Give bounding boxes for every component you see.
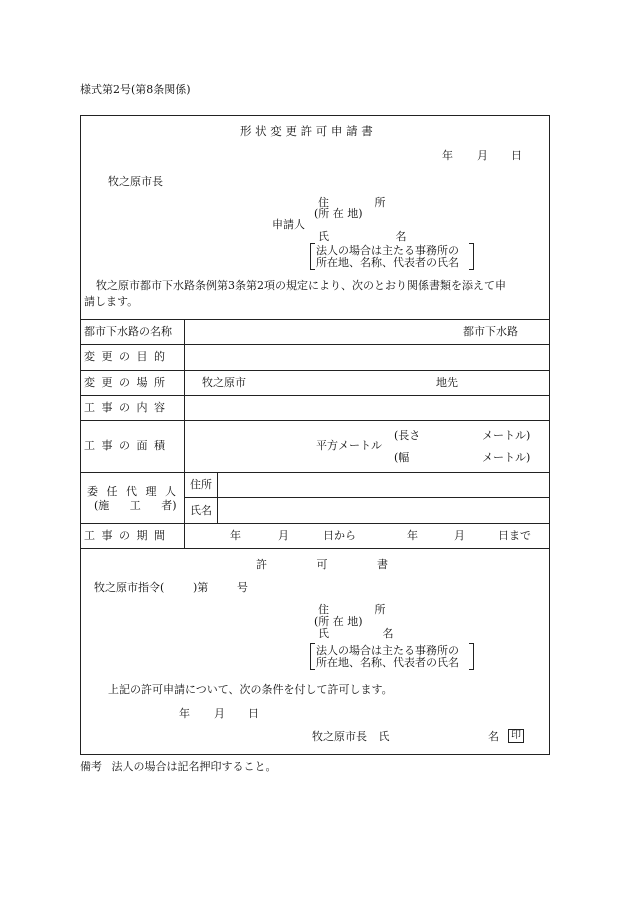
application-body-line-1: 牧之原市都市下水路条例第3条第2項の規定により、次のとおり関係書類を添えて申 [96, 279, 506, 292]
permit-mayor: 牧之原市長 氏 [312, 730, 390, 743]
addressee: 牧之原市長 [108, 175, 163, 188]
period-end-month: 月 [454, 529, 465, 542]
period-until: 日まで [498, 529, 531, 542]
row-label-drain-name: 都市下水路の名称 [84, 325, 172, 338]
table-agent-divider [217, 472, 218, 523]
permit-name-label: 氏 名 [318, 627, 394, 640]
place-city: 牧之原市 [202, 376, 246, 389]
permit-date-day: 日 [248, 707, 259, 720]
applicant-corp-note-2: 所在地、名称、代表者の氏名 [316, 256, 459, 269]
permit-address-label: 住 所 [318, 603, 386, 616]
permit-date-year: 年 [179, 707, 190, 720]
row-label-place: 変 更 の 場 所 [84, 376, 165, 389]
row-label-period: 工 事 の 期 間 [84, 529, 165, 542]
area-width-open: (幅 [394, 451, 410, 464]
applicant-label: 申請人 [272, 218, 305, 231]
permit-corp-bracket-right [469, 643, 474, 670]
table-line-6 [80, 523, 550, 524]
table-line-bottom [80, 548, 550, 549]
applicant-corp-bracket-left [310, 243, 315, 270]
row-label-agent-1: 委 任 代 理 人 [87, 485, 176, 498]
table-line-4 [80, 420, 550, 421]
application-date-year: 年 [442, 149, 453, 162]
seal-stamp-box: 印 [508, 729, 524, 743]
area-length-open: (長さ [394, 429, 421, 442]
row-label-content: 工 事 の 内 容 [84, 401, 165, 414]
table-line-top [80, 319, 550, 320]
remarks: 備考 法人の場合は記名押印すること。 [80, 760, 277, 773]
applicant-address-label: 住 所 [318, 196, 386, 209]
permit-mayor-name-char: 名 [488, 730, 499, 743]
applicant-name-label: 氏 名 [318, 230, 407, 243]
permit-condition-text: 上記の許可申請について、次の条件を付して許可します。 [108, 683, 393, 696]
application-date-month: 月 [477, 149, 488, 162]
application-title: 形 状 変 更 許 可 申 請 書 [240, 124, 373, 138]
applicant-location-label: (所 在 地) [314, 207, 363, 220]
table-line-5 [80, 472, 550, 473]
area-length-close: メートル) [482, 429, 531, 442]
agent-address-label: 住所 [190, 478, 212, 491]
row-label-purpose: 変 更 の 目 的 [84, 350, 165, 363]
place-suffix: 地先 [436, 376, 458, 389]
table-line-3 [80, 395, 550, 396]
permit-date-month: 月 [214, 707, 225, 720]
agent-name-label: 氏名 [190, 504, 212, 517]
permit-location-label: (所 在 地) [314, 615, 363, 628]
applicant-corp-bracket-right [469, 243, 474, 270]
row-label-area: 工 事 の 面 積 [84, 439, 165, 452]
form-number: 様式第2号(第8条関係) [80, 83, 191, 96]
period-start-year: 年 [230, 529, 241, 542]
area-width-close: メートル) [482, 451, 531, 464]
application-body-line-2: 請します。 [84, 295, 139, 308]
area-unit: 平方メートル [316, 439, 382, 452]
period-end-year: 年 [407, 529, 418, 542]
permit-designation-suffix: 号 [237, 581, 248, 594]
permit-designation-prefix: 牧之原市指令( [94, 581, 165, 594]
drain-name-suffix: 都市下水路 [463, 325, 518, 338]
permit-designation-mid: )第 [193, 581, 209, 594]
table-line-1 [80, 344, 550, 345]
permit-corp-note-2: 所在地、名称、代表者の氏名 [316, 656, 459, 669]
permit-corp-bracket-left [310, 643, 315, 670]
period-from: 日から [323, 529, 356, 542]
table-line-agent-mid [184, 497, 550, 498]
row-label-agent-2: (施 工 者) [94, 499, 177, 512]
permit-title: 許 可 書 [256, 558, 388, 571]
table-label-divider [184, 319, 185, 548]
period-start-month: 月 [278, 529, 289, 542]
applicant-corp-note-1: 法人の場合は主たる事務所の [316, 244, 459, 257]
permit-corp-note-1: 法人の場合は主たる事務所の [316, 644, 459, 657]
application-date-day: 日 [511, 149, 522, 162]
table-line-2 [80, 370, 550, 371]
